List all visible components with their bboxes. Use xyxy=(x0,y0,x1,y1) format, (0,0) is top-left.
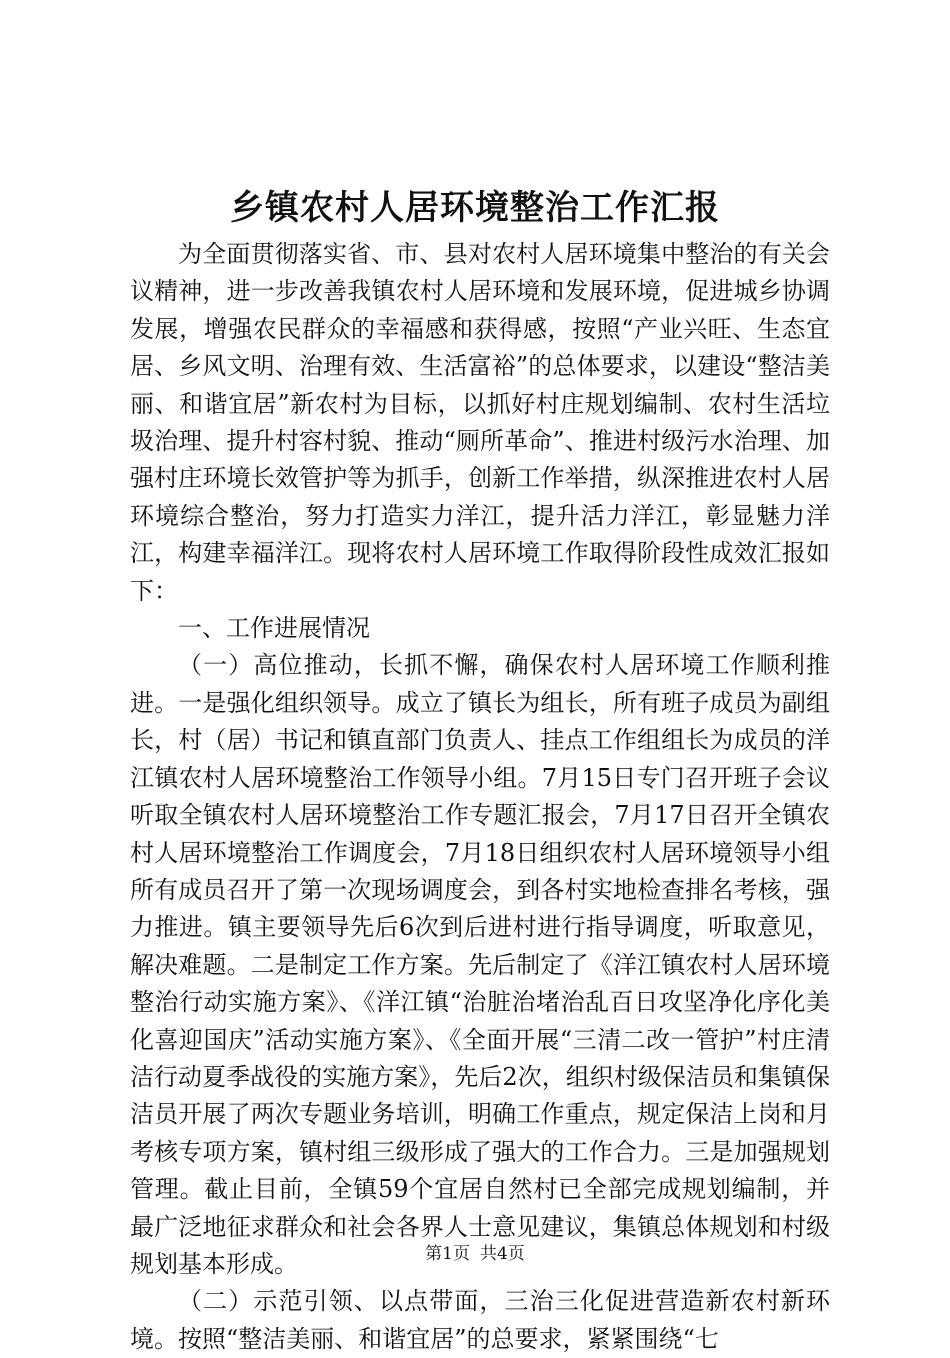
paragraph-section-1: （一）高位推动，长抓不懈，确保农村人居环境工作顺利推进。一是强化组织领导。成立了镇长为组长，所有班子成员为副组长，村（居）书记和镇直部门负责人、挂点工作组组长为成员的洋江镇农村人居环境整治工作领导小组。7月15日专门召开班子会议听取全镇农村人居环境整治工作专题汇报会，7月17日召开全镇农村人居环境整治工作调度会，7月18日组织农村人居环境领导小组所有成员召开了第一次现场调度会，到各村实地检查排名考核，强力推进。镇主要领导先后6次到后进村进行指导调度，听取意见，解决难题。二是制定工作方案。先后制定了《洋江镇农村人居环境整治行动实施方案》、《洋江镇“治脏治堵治乱百日攻坚净化序化美化喜迎国庆”活动实施方案》、《全面开展“三清二改一管护”村庄清洁行动夏季战役的实施方案》，先后2次，组织村级保洁员和集镇保洁员开展了两次专题业务培训，明确工作重点，规定保洁上岗和月考核专项方案，镇村组三级形成了强大的工作合力。三是加强规划管理。截止目前，全镇59个宜居自然村已全部完成规划编制，并最广泛地征求群众和社会各界人士意见建议，集镇总体规划和村级规划基本形成。 xyxy=(130,651,830,1278)
document-body xyxy=(130,236,830,1358)
paragraph-intro: 为全面贯彻落实省、市、县对农村人居环境集中整治的有关会议精神，进一步改善我镇农村人居环境和发展环境，促进城乡协调发展，增强农民群众的幸福感和获得感，按照“产业兴旺、生态宜居、乡风文明、治理有效、生活富裕”的总体要求，以建设“整洁美丽、和谐宜居”新农村为目标，以抓好村庄规划编制、农村生活垃圾治理、提升村容村貌、推动“厕所革命”、推进村级污水治理、加强村庄环境长效管护等为抓手，创新工作举措，纵深推进农村人居环境综合整治，努力打造实力洋江，提升活力洋江，彰显魅力洋江，构建幸福洋江。现将农村人居环境工作取得阶段性成效汇报如下： xyxy=(130,240,830,605)
paragraph-section-2: （二）示范引领、以点带面，三治三化促进营造新农村新环境。按照“整洁美丽、和谐宜居”的总要求，紧紧围绕“七 xyxy=(130,1287,830,1353)
page-number: 第1页 xyxy=(425,1244,470,1264)
document-title: 乡镇农村人居环境整治工作汇报 xyxy=(230,188,720,228)
section-heading: 一、工作进展情况 xyxy=(178,614,370,643)
page-total: 共4页 xyxy=(480,1244,525,1264)
page-footer xyxy=(0,1242,950,1266)
